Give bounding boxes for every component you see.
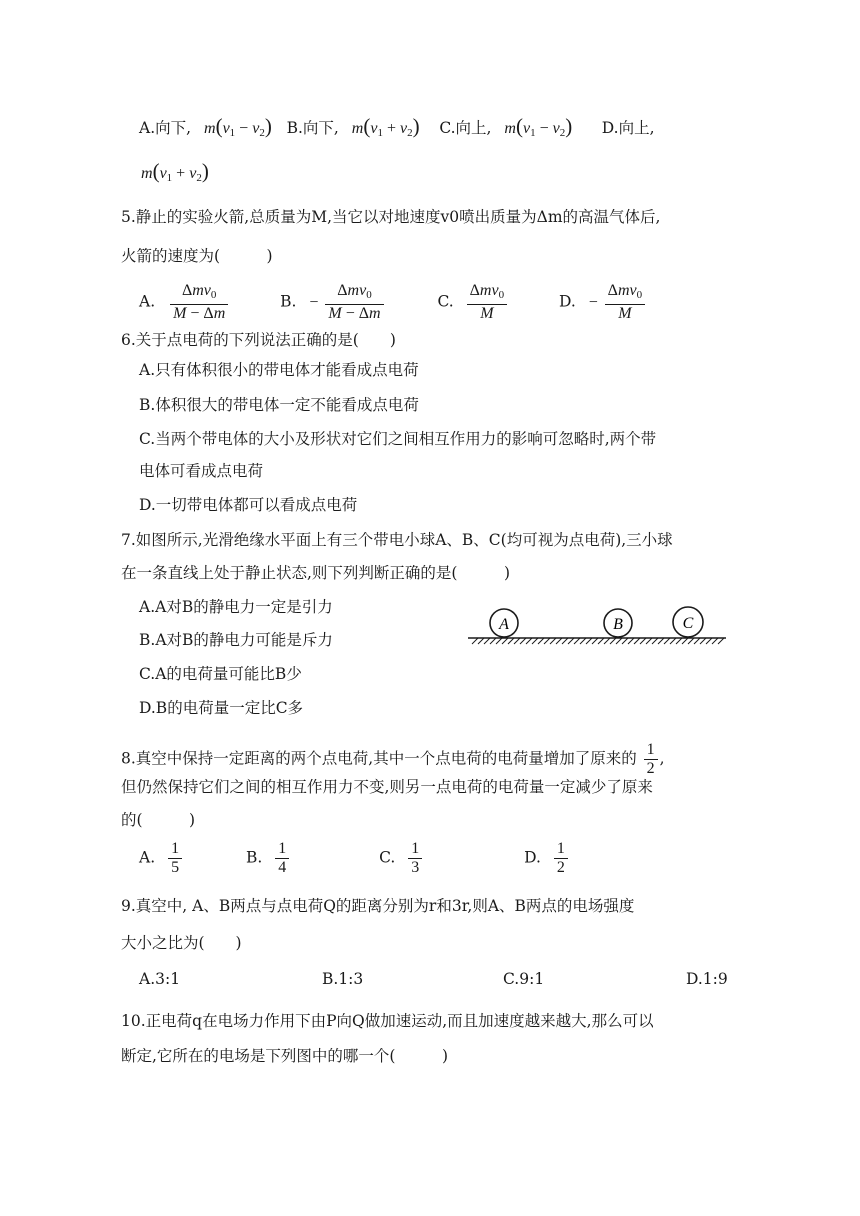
q5-option-c-fraction: $\frac{\Delta mv_0}{M}$ bbox=[467, 282, 507, 323]
q6-option-a: A.只有体积很小的带电体才能看成点电荷 bbox=[139, 361, 419, 379]
q4-option-b-formula: $m(v_1 + v_2)$ bbox=[351, 114, 420, 139]
q8-stem-fraction bbox=[644, 741, 658, 778]
q4-options-row bbox=[139, 116, 655, 143]
q8-frac-den: 2 bbox=[646, 760, 655, 777]
q4-option-c-label: C.向上, bbox=[439, 119, 492, 137]
q8-stem-line3: 的( ) bbox=[121, 811, 196, 829]
q7-figure-balls-on-surface bbox=[464, 600, 734, 650]
q5-option-d-fraction: $\frac{\Delta mv_0}{M}$ bbox=[605, 282, 645, 323]
q9-option-d: D.1:9 bbox=[686, 970, 728, 988]
q5-option-b-fraction: $\frac{\Delta mv_0}{M - \Delta m}$ bbox=[325, 282, 383, 323]
q5-stem-line2: 火箭的速度为( ) bbox=[121, 247, 273, 265]
q6-option-b: B.体积很大的带电体一定不能看成点电荷 bbox=[139, 396, 419, 414]
q5-stem-line1: 5.静止的实验火箭,总质量为M,当它以对地速度v0喷出质量为Δm的高温气体后, bbox=[121, 208, 661, 226]
q8-frac-num: 1 bbox=[644, 741, 658, 760]
q10-stem-line2: 断定,它所在的电场是下列图中的哪一个( ) bbox=[121, 1047, 449, 1065]
ball-c-label: C bbox=[682, 615, 694, 632]
q4-option-a-label: A.向下, bbox=[139, 119, 192, 137]
q7-option-d: D.B的电荷量一定比C多 bbox=[139, 699, 304, 717]
q8-option-c-label: C. bbox=[379, 848, 396, 867]
q4-option-b-label: B.向下, bbox=[286, 119, 339, 137]
q5-options-row: A. $\frac{\Delta mv_0}{M - \Delta m}$ B. − $\frac{\Delta mv_0}{M - \Delta m}$ C. $\frac{\Delta mv_0}{M}$ D. − $\frac{\Delta mv_0}{M}$ bbox=[139, 282, 647, 323]
q6-option-d: D.一切带电体都可以看成点电荷 bbox=[139, 496, 358, 514]
ball-b-label: B bbox=[613, 616, 623, 633]
q7-option-b: B.A对B的静电力可能是斥力 bbox=[139, 631, 333, 649]
q5-option-d-label: D. bbox=[558, 292, 576, 311]
q8-option-d-fraction: $\frac{1}{2}$ bbox=[554, 840, 568, 877]
q9-stem-line1: 9.真空中, A、B两点与点电荷Q的距离分别为r和3r,则A、B两点的电场强度 bbox=[121, 897, 635, 915]
ball-a-label: A bbox=[499, 616, 509, 633]
surface-hatching bbox=[472, 638, 724, 644]
q9-stem-line2: 大小之比为( ) bbox=[121, 934, 242, 952]
q6-stem: 6.关于点电荷的下列说法正确的是( ) bbox=[121, 331, 396, 349]
q4-option-d-label: D.向上, bbox=[601, 119, 655, 137]
q4-option-a-formula: $m(v_1 - v_2)$ bbox=[204, 114, 272, 139]
q8-option-d-label: D. bbox=[524, 848, 541, 867]
q5-option-b-label: B. bbox=[280, 292, 297, 311]
q8-options-row bbox=[139, 840, 570, 877]
q5-option-c-label: C. bbox=[437, 292, 454, 311]
q8-stem-line1: 8.真空中保持一定距离的两个点电荷,其中一个点电荷的电荷量增加了原来的 $\frac{1}{2}$ , bbox=[121, 741, 665, 777]
q8-option-b-fraction: $\frac{1}{4}$ bbox=[275, 840, 289, 877]
q8-option-b-label: B. bbox=[245, 848, 263, 867]
q4-option-c-formula: $m(v_1 - v_2)$ bbox=[504, 114, 573, 139]
q7-stem-line2: 在一条直线上处于静止状态,则下列判断正确的是( ) bbox=[121, 564, 511, 582]
q9-option-c: C.9:1 bbox=[503, 970, 545, 988]
q10-stem-line1: 10.正电荷q在电场力作用下由P向Q做加速运动,而且加速度越来越大,那么可以 bbox=[121, 1012, 654, 1030]
q9-option-a: A.3:1 bbox=[139, 970, 181, 988]
q6-option-c-line2: 电体可看成点电荷 bbox=[139, 462, 264, 480]
q5-option-a-label: A. bbox=[139, 292, 156, 311]
q4-option-d-formula: $m(v_1 + v_2)$ bbox=[141, 159, 209, 184]
q8-option-a-label: A. bbox=[139, 848, 156, 867]
q5-option-a-fraction: $\frac{\Delta mv_0}{M - \Delta m}$ bbox=[170, 282, 228, 323]
q8-option-a-fraction: $\frac{1}{5}$ bbox=[168, 840, 182, 877]
q8-stem-text: 8.真空中保持一定距离的两个点电荷,其中一个点电荷的电荷量增加了原来的 bbox=[121, 749, 637, 768]
q8-option-c-fraction: $\frac{1}{3}$ bbox=[408, 840, 422, 877]
q7-option-a: A.A对B的静电力一定是引力 bbox=[139, 598, 333, 616]
q6-option-c-line1: C.当两个带电体的大小及形状对它们之间相互作用力的影响可忽略时,两个带 bbox=[139, 430, 657, 448]
q7-stem-line1: 7.如图所示,光滑绝缘水平面上有三个带电小球A、B、C(均可视为点电荷),三小球 bbox=[121, 531, 673, 549]
q9-option-b: B.1:3 bbox=[322, 970, 364, 988]
q7-option-c: C.A的电荷量可能比B少 bbox=[139, 665, 302, 683]
q8-stem-line2: 但仍然保持它们之间的相互作用力不变,则另一点电荷的电荷量一定减少了原来 bbox=[121, 778, 653, 796]
